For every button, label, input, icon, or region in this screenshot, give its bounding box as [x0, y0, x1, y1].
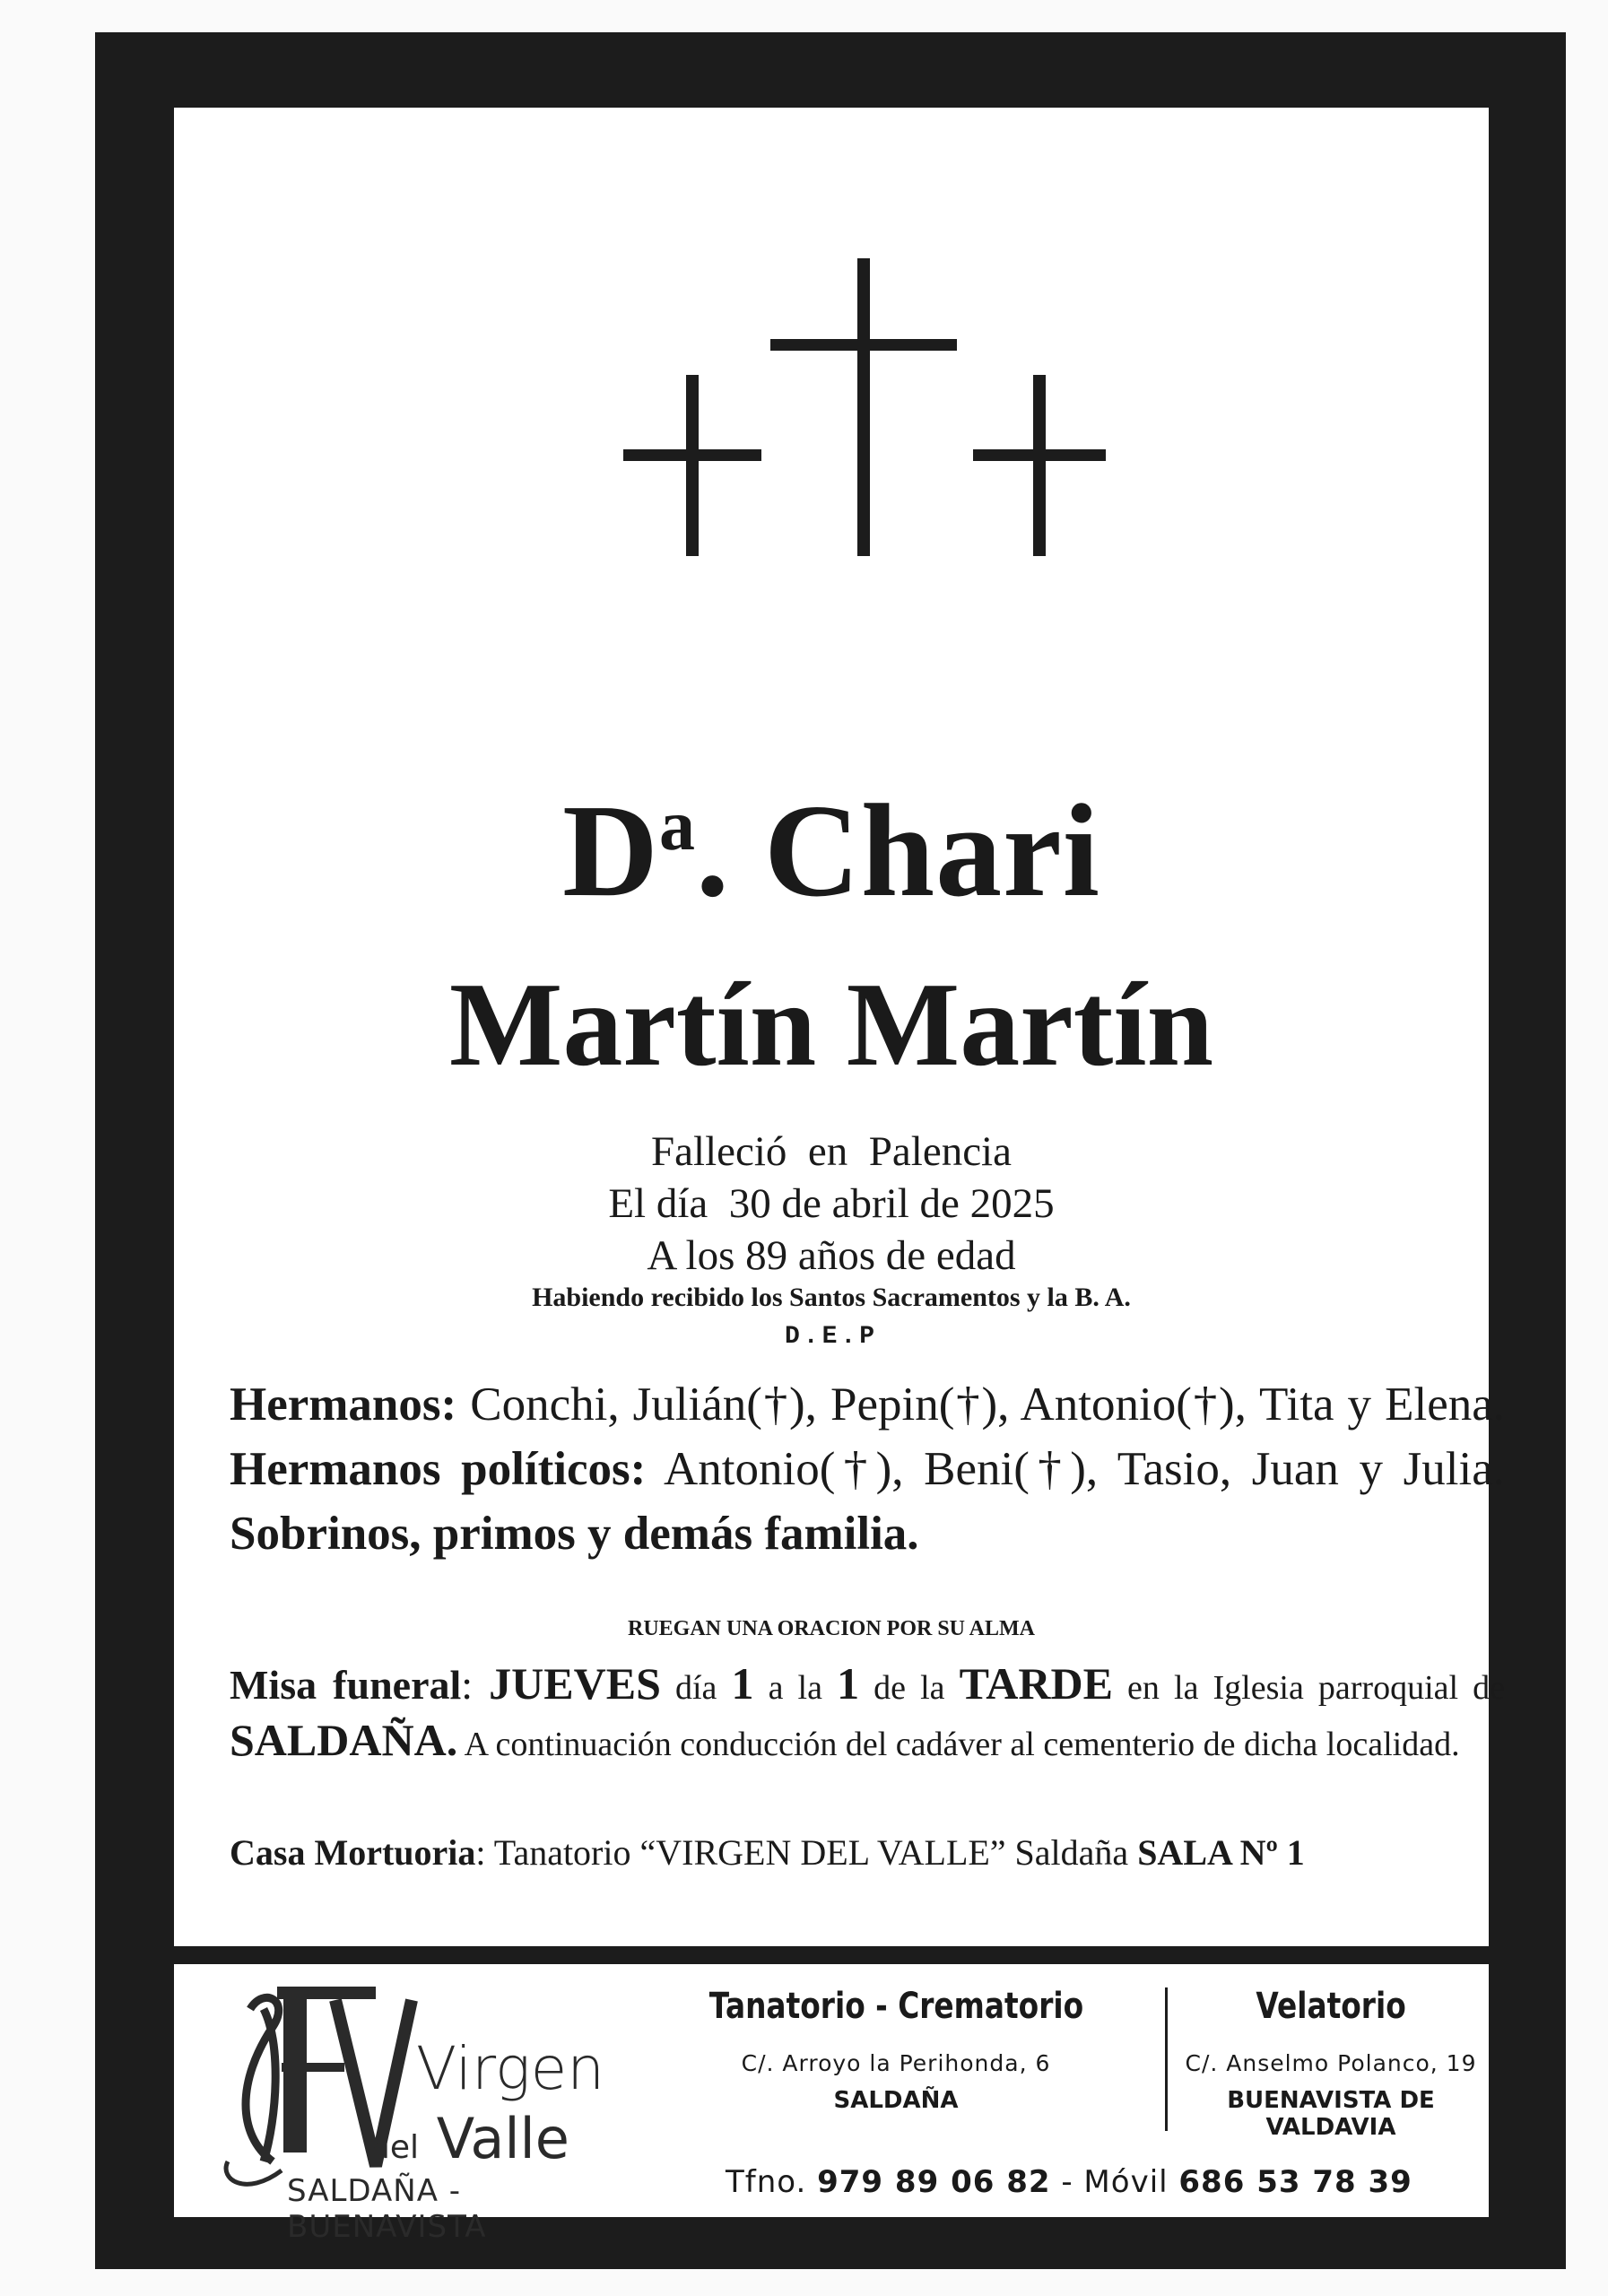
- misa-day: JUEVES: [489, 1658, 661, 1709]
- misa-hour-2: 1: [837, 1658, 860, 1709]
- misa-colon: :: [461, 1662, 490, 1708]
- logo-del: del: [369, 2129, 420, 2166]
- velatorio-town: BUENAVISTA DE VALDAVIA: [1227, 2087, 1435, 2141]
- misa-text-1: día: [660, 1669, 732, 1707]
- sacraments-text: Habiendo recibido los Santos Sacramentos y la B. A.: [532, 1283, 1131, 1312]
- obituary-body: [174, 108, 1506, 1946]
- velatorio-column: [1160, 1986, 1501, 2141]
- velatorio-title: Velatorio: [1256, 1986, 1406, 2027]
- politicos-list: Antonio(†), Beni(†), Tasio, Juan y Julia.: [646, 1443, 1505, 1495]
- funeral-mass-paragraph: [230, 1657, 1505, 1770]
- prayer-request: RUEGAN UNA ORACION POR SU ALMA: [627, 1617, 1036, 1640]
- left-cross-icon: [686, 375, 699, 556]
- phone-number[interactable]: 979 89 06 82: [817, 2164, 1051, 2200]
- logo-valle: Valle: [436, 2106, 569, 2171]
- death-date: El día 30 de abril de 2025: [608, 1180, 1055, 1227]
- misa-text-4: en la Iglesia parroquial de: [1112, 1669, 1506, 1707]
- funeral-home-line: [230, 1831, 1505, 1874]
- tanatorio-title: Tanatorio - Crematorio: [708, 1986, 1083, 2027]
- death-age: A los 89 años de edad: [647, 1232, 1016, 1279]
- logo-del-valle: [369, 2106, 569, 2171]
- funeral-home-footer: [174, 1964, 1489, 2245]
- misa-time: TARDE: [959, 1658, 1113, 1709]
- logo-virgen: Virgen: [416, 2034, 605, 2103]
- family-paragraph: [230, 1372, 1505, 1566]
- misa-text-3: de la: [859, 1669, 960, 1707]
- family-closing: Sobrinos, primos y demás familia.: [230, 1508, 919, 1560]
- three-crosses-icon: [174, 108, 1489, 556]
- death-place: Falleció en Palencia: [651, 1128, 1012, 1175]
- mourning-border: [95, 32, 1566, 2269]
- tanatorio-address: C/. Arroyo la Perihonda, 6: [741, 2050, 1051, 2076]
- contact-phones: [663, 2164, 1586, 2200]
- hermanos-label: Hermanos:: [230, 1378, 457, 1431]
- virgen-del-valle-logo: [210, 1973, 658, 2245]
- right-cross-icon: [1033, 375, 1046, 556]
- tanatorio-town: SALDAÑA: [833, 2087, 959, 2114]
- deceased-title: $D^a$. Chari: [562, 778, 1100, 925]
- misa-hour-1: 1: [731, 1658, 754, 1709]
- casa-label: Casa Mortuoria: [230, 1832, 476, 1873]
- dep-text: D.E.P: [784, 1323, 878, 1351]
- misa-place: SALDAÑA.: [230, 1715, 458, 1765]
- logo-subtitle: SALDAÑA - BUENAVISTA: [287, 2173, 487, 2245]
- misa-text-2: a la: [753, 1669, 838, 1707]
- casa-colon: :: [475, 1832, 494, 1873]
- hermanos-list: Conchi, Julián(†), Pepin(†), Antonio(†), Tita y Elena.: [456, 1378, 1505, 1431]
- mobile-label: - Móvil: [1050, 2164, 1179, 2200]
- deceased-surname: Martín Martín: [448, 958, 1214, 1091]
- tanatorio-column: [663, 1986, 1129, 2114]
- velatorio-address: C/. Anselmo Polanco, 19: [1185, 2050, 1477, 2076]
- politicos-label: Hermanos políticos:: [230, 1443, 647, 1495]
- misa-text-5: A continuación conducción del cadáver al cementerio de dicha localidad.: [457, 1726, 1460, 1763]
- mobile-number[interactable]: 686 53 78 39: [1178, 2164, 1412, 2200]
- casa-room: SALA Nº 1: [1137, 1832, 1305, 1873]
- death-details: [174, 1126, 1489, 1282]
- phone-label: Tfno.: [726, 2164, 818, 2200]
- misa-label: Misa funeral: [230, 1662, 462, 1708]
- fv-monogram-icon: [210, 1973, 425, 2206]
- casa-text: Tanatorio “VIRGEN DEL VALLE” Saldaña: [493, 1832, 1138, 1873]
- center-cross-icon: [857, 258, 870, 556]
